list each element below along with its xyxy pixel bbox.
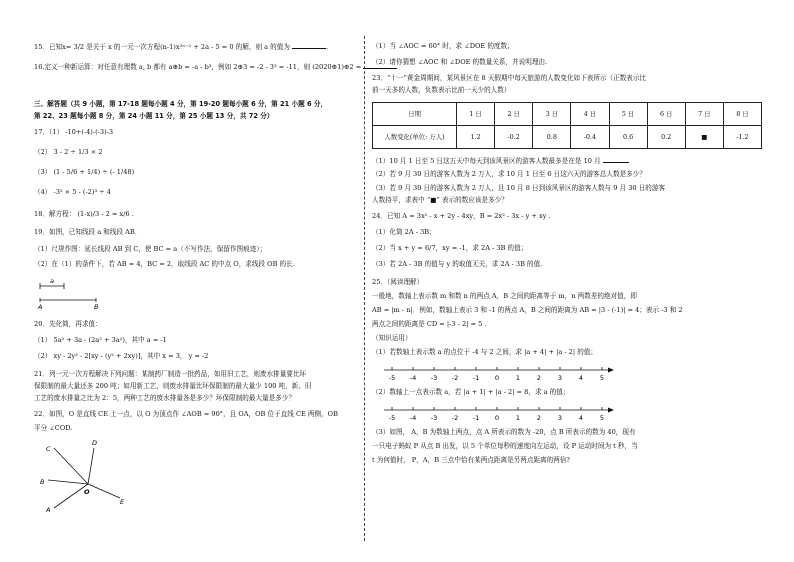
question-21-line-3: 工艺的废水排量之比为 2：5，两种工艺的废水排量各是多少？环保限制的最大量是多少？ bbox=[34, 394, 296, 402]
question-23-3-line-1: （3）若 9 月 30 日的游客人数为 2 万人，且 10 月 8 日到该风景区的游客人数与 9 月 30 日的游客 bbox=[372, 184, 666, 192]
ray-OB bbox=[48, 480, 88, 484]
table-cell: -0.2 bbox=[495, 126, 533, 149]
question-25-reading-1: 一般地，数轴上表示数 m 和数 n 的两点 A，B 之间的距离等于 m，n 两数差的绝对值，即 bbox=[372, 292, 637, 300]
table-cell: 4 日 bbox=[571, 103, 609, 126]
label-E: E bbox=[120, 498, 125, 506]
ray-OA bbox=[54, 484, 88, 508]
table-row bbox=[373, 126, 762, 149]
question-23-line-2: 前一天多的人数，负数表示比前一天少的人数） bbox=[372, 86, 511, 94]
label-B: B bbox=[40, 478, 45, 486]
question-24-2: （2）当 x + y = 6/7，xy = -1，求 2A - 3B 的值； bbox=[372, 244, 528, 252]
question-25-reading-2: AB = |m - n|．例如，数轴上表示 3 和 -1 的两点 A，B 之间的距离为 AB = |3 - (-1)| = 4；表示 -3 和 2 bbox=[372, 306, 683, 314]
table-header-cell: 日期 bbox=[373, 103, 457, 126]
table-cell: 5 日 bbox=[609, 103, 647, 126]
table-cell: 0.8 bbox=[533, 126, 571, 149]
axis-tick-label: 1 bbox=[515, 414, 521, 422]
ray-OC bbox=[54, 448, 88, 484]
section-3-heading: 三、解答题（共 9 小题，第 17-18 题每小题 4 分，第 19-20 题每小题 6 分，第 21 小题 6 分， bbox=[34, 100, 328, 108]
ray-OE bbox=[88, 484, 120, 498]
question-24-1: （1）化简 2A - 3B； bbox=[372, 228, 436, 236]
question-24-3: （3）若 2A - 3B 的值与 y 的取值无关，求 2A - 3B 的值. bbox=[372, 260, 543, 268]
axis-tick-label: 1 bbox=[515, 374, 521, 382]
figure-19 bbox=[34, 274, 114, 310]
figure-22 bbox=[34, 436, 144, 516]
question-22-line-1: 22．如图，O 是直线 CE 上一点，以 O 为顶点作 ∠AOB = 90°，且 OA，OB 位于直线 CE 两侧，OB bbox=[34, 410, 338, 418]
axis-tick-label: -2 bbox=[451, 414, 459, 422]
table-cell: ■ bbox=[685, 126, 723, 149]
table-cell: -1.2 bbox=[723, 126, 761, 149]
axis-tick-label: -1 bbox=[472, 374, 480, 382]
axis-tick-label: -5 bbox=[388, 414, 396, 422]
question-17-4: （4） -3² × 5 - (-2)³ ÷ 4 bbox=[34, 188, 111, 196]
axis-tick-label: 0 bbox=[494, 374, 500, 382]
axis-tick-label: 3 bbox=[557, 414, 563, 422]
axis-tick-label: -4 bbox=[409, 374, 417, 382]
table-cell: 6 日 bbox=[647, 103, 685, 126]
table-header-cell: 人数变化(单位: 万人) bbox=[373, 126, 457, 149]
axis-ticks bbox=[389, 367, 604, 382]
number-line-2 bbox=[382, 402, 614, 424]
question-25-reading-3: 两点之间的距离是 CD = |-3 - 2| = 5 . bbox=[372, 320, 487, 328]
question-25-3-line-1: （3）如图， A，B 为数轴上两点，点 A 所表示的数为 -20，点 B 所表示的数为 40，现有 bbox=[372, 428, 636, 436]
ray-OD bbox=[88, 448, 94, 484]
question-17-2: （2） 3 - 2 ÷ 1/3 × 2 bbox=[34, 148, 103, 156]
question-25-1: （1）若数轴上表示数 a 的点位于 -4 与 2 之间，求 |a + 4| + |a - 2| 的值； bbox=[372, 348, 597, 356]
question-17-1: 17．（1） -10+(-4)-(-3)-3 bbox=[34, 128, 114, 136]
axis-tick-label: 2 bbox=[536, 374, 542, 382]
question-24: 24．已知 A = 3x² - x + 2y - 4xy，B = 2x² - 3x - y + xy . bbox=[372, 212, 551, 220]
question-17-3: （3） (1 - 5/6 + 1/4) ÷ (- 1/48) bbox=[34, 168, 135, 176]
number-line-1 bbox=[382, 362, 614, 384]
table-row bbox=[373, 103, 762, 126]
axis-tick-label: -1 bbox=[472, 414, 480, 422]
axis-arrow bbox=[608, 368, 614, 373]
question-22-2: （2）请你猜想 ∠AOC 和 ∠DOE 的数量关系，并说明理由. bbox=[372, 58, 548, 66]
question-20-2: （2） xy - 2y² - 2[xy - (y² + 2xy)]，其中 x = 3， y = -2 bbox=[34, 352, 209, 360]
axis-tick-label: 2 bbox=[536, 414, 542, 422]
table-cell: 7 日 bbox=[685, 103, 723, 126]
question-25-knowledge: （知识运用） bbox=[372, 334, 412, 342]
table-cell: 1 日 bbox=[457, 103, 495, 126]
question-19-1: （1）尺规作图：延长线段 AB 到 C，使 BC = a（不写作法，保留作图痕迹）； bbox=[34, 245, 267, 253]
axis-tick-label: 5 bbox=[599, 374, 605, 382]
question-18: 18．解方程： (1-x)/3 - 2 = x/6 . bbox=[34, 210, 134, 218]
axis-tick-label: 4 bbox=[578, 414, 584, 422]
label-D: D bbox=[92, 439, 98, 447]
label-B: B bbox=[94, 303, 99, 310]
question-21-line-2: 保限制的最大量还多 200 吨；如用新工艺，则废水排量比环保限制的最大量少 100 吨，新、旧 bbox=[34, 382, 312, 390]
table-cell: 0.6 bbox=[609, 126, 647, 149]
question-23-1: （1）10 月 1 日至 5 日这五天中每天到该风景区的游客人数最多是在是 10 月 bbox=[372, 156, 629, 165]
axis-tick-label: -4 bbox=[409, 414, 417, 422]
answer-blank[interactable] bbox=[603, 156, 629, 163]
question-20-1: （1） 5a² + 3a - (2a² + 3a²)，其中 a = -1 bbox=[34, 336, 167, 344]
visitor-change-table bbox=[372, 102, 762, 149]
axis-tick-label: -3 bbox=[430, 374, 438, 382]
question-25-2: （2）数轴上一点表示数 a，若 |a + 1| + |a - 2| = 8，求 a 的值； bbox=[372, 388, 570, 396]
column-divider bbox=[364, 36, 365, 541]
question-19-2: （2）在（1）的条件下，若 AB = 4，BC = 2，取线段 AC 的中点 O，求线段 OB 的长. bbox=[34, 260, 295, 268]
table-cell: 0.2 bbox=[647, 126, 685, 149]
label-a: a bbox=[50, 277, 54, 285]
table-cell: 3 日 bbox=[533, 103, 571, 126]
table-cell: -0.4 bbox=[571, 126, 609, 149]
axis-tick-label: -5 bbox=[388, 374, 396, 382]
section-3-heading-cont: 第 22、23 题每小题 8 分，第 24 小题 11 分，第 25 小题 13 分，共 72 分） bbox=[34, 112, 274, 120]
question-21-line-1: 21．列一元一次方程解决下列问题：某制药厂制造一批药品，如用旧工艺，则废水排量要比环 bbox=[34, 370, 307, 378]
label-O: O bbox=[84, 488, 90, 496]
question-23-2: （2）若 9 月 30 日的游客人数为 2 万人，求 10 月 1 日至 6 日这六天的游客总人数是多少？ bbox=[372, 170, 646, 178]
table-cell: 8 日 bbox=[723, 103, 761, 126]
axis-ticks bbox=[389, 407, 604, 422]
question-15: 15．已知x= 3/2 是关于 x 的一元一次方程(n-1)x²ⁿ⁻¹ + 2a - 5 = 0 的解，则 a 的值为 . bbox=[34, 43, 329, 51]
question-19: 19．如图，已知线段 a 和线段 AB． bbox=[34, 228, 142, 236]
axis-tick-label: -2 bbox=[451, 374, 459, 382]
answer-blank[interactable] bbox=[292, 42, 326, 49]
question-25-3-line-3: t 为何值时， P，A，B 三点中恰有某两点距离是另两点距离的两倍? bbox=[372, 456, 570, 464]
label-A: A bbox=[38, 303, 43, 310]
question-23-3-line-2: 人数持平，求表中 “■” 表示的数应该是多少？ bbox=[372, 196, 508, 204]
question-22-line-2: 平分 ∠COD. bbox=[34, 424, 73, 432]
axis-arrow bbox=[608, 408, 614, 413]
label-A: A bbox=[46, 506, 51, 514]
question-25: 25．（阅读理解） bbox=[372, 278, 424, 286]
table-cell: 2 日 bbox=[495, 103, 533, 126]
label-C: C bbox=[46, 445, 51, 453]
question-25-3-line-2: 一只电子蚂蚁 P 从点 B 出发，以 5 个单位每秒的速度向左运动，设 P 运动时间为 t 秒，当 bbox=[372, 442, 638, 450]
question-20: 20．先化简，再求值： bbox=[34, 320, 102, 328]
axis-tick-label: 3 bbox=[557, 374, 563, 382]
axis-tick-label: 4 bbox=[578, 374, 584, 382]
axis-tick-label: 5 bbox=[599, 414, 605, 422]
question-16: 16.定义一种新运算：对任意有理数 a, b 都有 a⊕b = -a - b³，例如 2⊕3 = -2 - 3³ = -11，则 (2020⊕1)⊕2 = bbox=[34, 62, 397, 71]
question-22-1: （1）当 ∠AOC = 60° 时，求 ∠DOE 的度数； bbox=[372, 42, 514, 50]
axis-tick-label: 0 bbox=[494, 414, 500, 422]
axis-tick-label: -3 bbox=[430, 414, 438, 422]
table-cell: 1.2 bbox=[457, 126, 495, 149]
question-23-line-1: 23．“十一”黄金周期间，某风景区在 8 天假期中每天旅游的人数变化如下表所示（正数表示比 bbox=[372, 74, 647, 82]
